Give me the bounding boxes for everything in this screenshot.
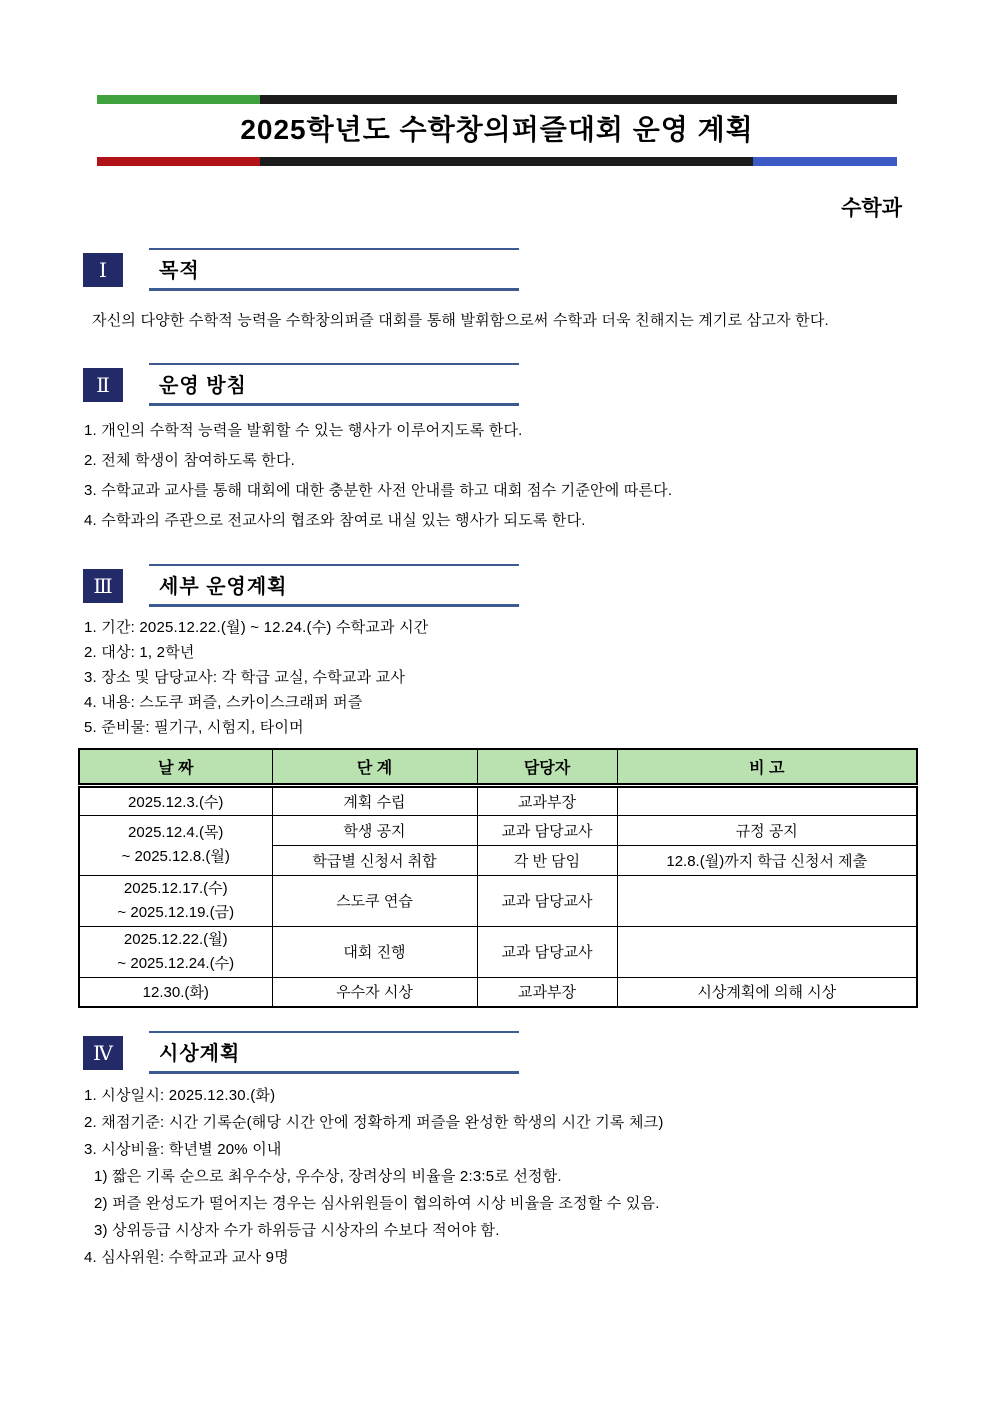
page-title: 2025학년도 수학창의퍼즐대회 운영 계획 <box>240 114 754 145</box>
cell-stage: 스도쿠 연습 <box>272 875 477 926</box>
list-item: 2. 전체 학생이 참여하도록 한다. <box>84 452 296 469</box>
cell-owner: 교과부장 <box>477 785 617 815</box>
policy-list <box>78 416 916 536</box>
column-header-owner: 담당자 <box>477 749 617 785</box>
list-item: 3. 장소 및 담당교사: 각 학급 교실, 수학교과 교사 <box>84 669 406 686</box>
list-item: 1. 기간: 2025.12.22.(월) ~ 12.24.(수) 수학교과 시간 <box>84 619 429 636</box>
list-item: 2. 대상: 1, 2학년 <box>84 644 195 661</box>
department-label: 수학과 <box>841 197 902 220</box>
rule-blue-segment <box>753 157 897 166</box>
list-item: 5. 준비물: 필기구, 시험지, 타이머 <box>84 719 304 736</box>
header-rule-top <box>97 95 897 104</box>
plan-list <box>78 615 916 740</box>
column-header-stage: 단 계 <box>272 749 477 785</box>
section-heading: 세부 운영계획 <box>149 564 519 607</box>
cell-note <box>617 926 917 977</box>
cell-stage: 계획 수립 <box>272 785 477 815</box>
cell-date <box>79 815 272 875</box>
table-row <box>79 926 917 977</box>
section-heading: 운영 방침 <box>149 363 519 406</box>
cell-stage: 우수자 시상 <box>272 977 477 1007</box>
section-numeral-badge: Ⅰ <box>83 253 123 287</box>
list-item: 4. 수학과의 주관으로 전교사의 협조와 참여로 내실 있는 행사가 되도록 한다. <box>84 512 586 529</box>
cell-note <box>617 785 917 815</box>
table-header-row <box>79 749 917 785</box>
section-heading: 시상계획 <box>149 1031 519 1074</box>
cell-note: 규정 공지 <box>617 815 917 845</box>
list-item: 1. 개인의 수학적 능력을 발휘할 수 있는 행사가 이루어지도록 한다. <box>84 422 523 439</box>
table-row <box>79 977 917 1007</box>
cell-date-line1: 2025.12.4.(목) <box>128 824 224 841</box>
list-item: 1. 시상일시: 2025.12.30.(화) <box>84 1087 276 1104</box>
rule-black-segment <box>260 157 753 166</box>
award-list <box>78 1082 916 1271</box>
cell-date-line1: 2025.12.22.(월) <box>123 930 228 948</box>
cell-date-line2: ~ 2025.12.24.(수) <box>117 954 235 972</box>
cell-stage: 학급별 신청서 취합 <box>272 845 477 875</box>
table-row <box>79 815 917 845</box>
section-numeral-badge: Ⅲ <box>83 569 123 603</box>
section-policy-head <box>78 363 916 406</box>
cell-date: 2025.12.3.(수) <box>79 785 272 815</box>
cell-date: 12.30.(화) <box>79 977 272 1007</box>
section-award-head <box>78 1031 916 1074</box>
list-item: 3. 시상비율: 학년별 20% 이내 <box>84 1141 282 1158</box>
section-plan-head <box>78 564 916 607</box>
cell-owner: 교과 담당교사 <box>477 875 617 926</box>
cell-date <box>79 926 272 977</box>
list-item: 4. 심사위원: 수학교과 교사 9명 <box>84 1249 289 1266</box>
cell-date-line1: 2025.12.17.(수) <box>123 879 228 897</box>
section-heading: 목적 <box>149 248 519 291</box>
list-item: 4. 내용: 스도쿠 퍼즐, 스카이스크래퍼 퍼즐 <box>84 694 363 711</box>
cell-owner: 교과 담당교사 <box>477 815 617 845</box>
cell-note <box>617 875 917 926</box>
cell-date-line2: ~ 2025.12.8.(월) <box>121 848 230 865</box>
column-header-date: 날 짜 <box>79 749 272 785</box>
cell-note: 12.8.(월)까지 학급 신청서 제출 <box>617 845 917 875</box>
cell-date-line2: ~ 2025.12.19.(금) <box>117 903 235 921</box>
section-numeral-badge: Ⅱ <box>83 368 123 402</box>
purpose-paragraph: 자신의 다양한 수학적 능력을 수학창의퍼즐 대회를 통해 발휘함으로써 수학과 더욱 친해지는 계기로 삼고자 한다. <box>92 312 829 329</box>
table-row <box>79 875 917 926</box>
rule-black-segment <box>260 95 897 104</box>
section-numeral-badge: Ⅳ <box>83 1036 123 1070</box>
list-item: 3. 수학교과 교사를 통해 대회에 대한 충분한 사전 안내를 하고 대회 점수 기준안에 따른다. <box>84 482 673 499</box>
cell-stage: 대회 진행 <box>272 926 477 977</box>
rule-red-segment <box>97 157 260 166</box>
cell-date <box>79 875 272 926</box>
header-rule-bottom <box>97 157 897 166</box>
column-header-note: 비 고 <box>617 749 917 785</box>
cell-stage: 학생 공지 <box>272 815 477 845</box>
section-purpose-head <box>78 248 916 291</box>
cell-owner: 각 반 담임 <box>477 845 617 875</box>
list-subitem: 3) 상위등급 시상자 수가 하위등급 시상자의 수보다 적어야 함. <box>94 1222 500 1239</box>
list-item: 2. 채점기준: 시간 기록순(해당 시간 안에 정확하게 퍼즐을 완성한 학생의 시간 기록 체크) <box>84 1114 664 1131</box>
cell-owner: 교과 담당교사 <box>477 926 617 977</box>
rule-green-segment <box>97 95 260 104</box>
cell-owner: 교과부장 <box>477 977 617 1007</box>
cell-note: 시상계획에 의해 시상 <box>617 977 917 1007</box>
table-row <box>79 785 917 815</box>
schedule-table <box>78 748 918 1008</box>
list-subitem: 1) 짧은 기록 순으로 최우수상, 우수상, 장려상의 비율을 2:3:5로 선정함. <box>94 1168 562 1185</box>
list-subitem: 2) 퍼즐 완성도가 떨어지는 경우는 심사위원들이 협의하여 시상 비율을 조정할 수 있음. <box>94 1195 660 1212</box>
